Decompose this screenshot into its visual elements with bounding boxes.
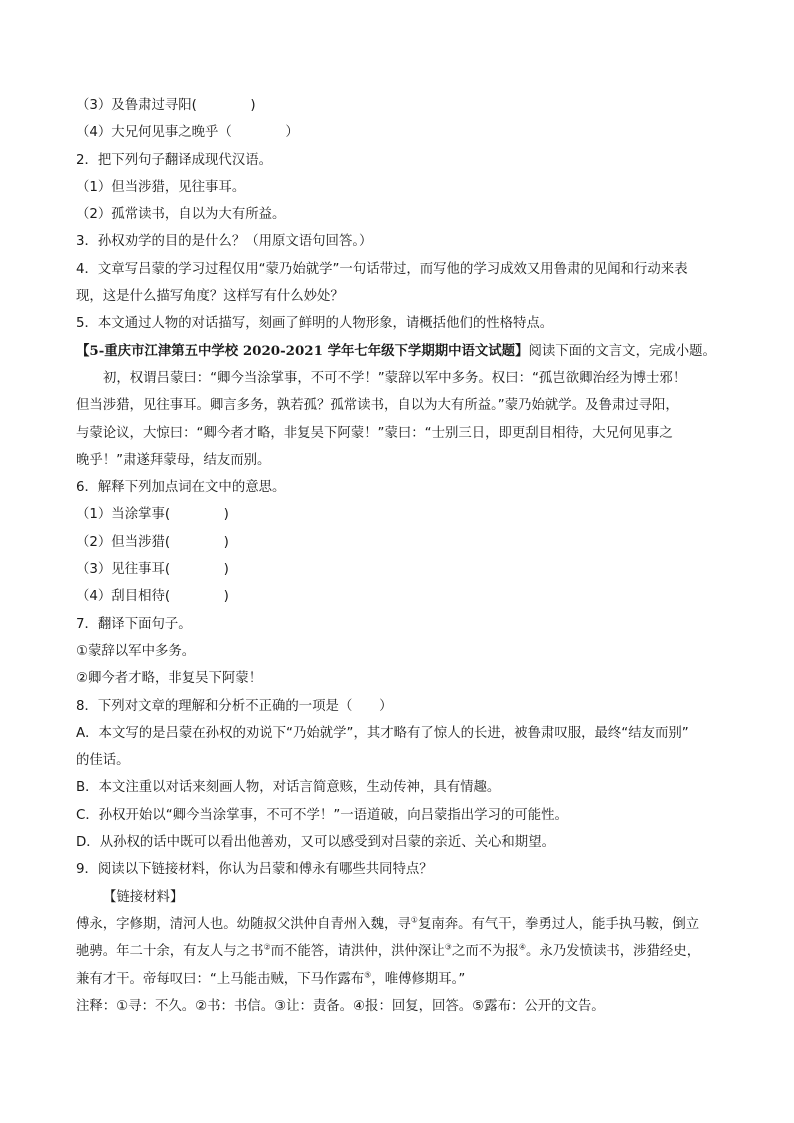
q2-sub-2: （2）孤常读书，自以为大有所益。	[76, 207, 286, 223]
q8-option-b: B．本文注重以对话来刻画人物，对话言简意赅，生动传神，具有情趣。	[76, 780, 501, 796]
passage-line: 晚乎！”肃遂拜蒙母，结友而别。	[76, 452, 271, 468]
link-passage-line: 兼有才干。帝每叹曰：“上马能击贼，下马作露布⑤，唯傅修期耳。”	[76, 970, 466, 987]
footnote-marker: ①	[410, 915, 418, 925]
footnotes: 注释：①寻：不久。②书：书信。③让：责备。④报：回复，回答。⑤露布：公开的文告。	[76, 998, 605, 1014]
passage-line: 初，权谓吕蒙曰：“卿今当涂掌事，不可不学！”蒙辞以军中多务。权曰：“孤岂欲卿治经为博士邪！	[103, 370, 687, 386]
link-passage-line: 傅永，字修期，清河人也。幼随叔父洪仲自青州入魏，寻①复南奔。有气干，拳勇过人，能手执马鞍，倒立	[76, 915, 700, 932]
footnote-marker: ②	[263, 942, 271, 952]
link-passage-line: 驰骋。年二十余，有友人与之书②而不能答，请洪仲，洪仲深让③之而不为报④。永乃发愤读书，涉猎经史，	[76, 942, 701, 960]
q6-sub-2: （2）但当涉猎( )	[76, 534, 229, 550]
document-content	[76, 92, 716, 1020]
question-2: 2．把下列句子翻译成现代汉语。	[76, 152, 272, 168]
source-heading-bold: 【5-重庆市江津第五中学校 2020-2021 学年七年级下学期期中语文试题】	[76, 342, 529, 359]
question-4: 4．文章写吕蒙的学习过程仅用“蒙乃始就学”一句话带过，而写他的学习成效又用鲁肃的见闻和行动来表	[76, 261, 688, 277]
q8-option-d: D．从孙权的话中既可以看出他善劝，又可以感受到对吕蒙的亲近、关心和期望。	[76, 835, 555, 851]
link-material-heading: 【链接材料】	[103, 889, 184, 905]
q8-option-a: A．本文写的是吕蒙在孙权的劝说下“乃始就学”，其才略有了惊人的长进，被鲁肃叹服，最终“结友而别”	[76, 725, 689, 741]
q6-sub-4: （4）刮目相待( )	[76, 589, 229, 605]
q7-sub-1: ①蒙辞以军中多务。	[76, 643, 196, 659]
footnote-marker: ④	[518, 942, 527, 952]
question-4-cont: 现，这是什么描写角度？这样写有什么妙处？	[76, 289, 344, 305]
question-7: 7．翻译下面句子。	[76, 616, 192, 632]
q6-sub-3: （3）见往事耳( )	[76, 562, 229, 578]
question-8: 8．下列对文章的理解和分析不正确的一项是（ ）	[76, 698, 393, 714]
question-9: 9．阅读以下链接材料，你认为吕蒙和傅永有哪些共同特点？	[76, 862, 433, 878]
q-sub-3: （3）及鲁肃过寻阳( )	[76, 98, 256, 113]
q2-sub-1: （1）但当涉猎，见往事耳。	[76, 179, 246, 195]
question-5: 5．本文通过人物的对话描写，刻画了鲜明的人物形象，请概括他们的性格特点。	[76, 316, 554, 332]
q8-option-a-cont: 的佳话。	[76, 753, 130, 769]
passage-line: 与蒙论议，大惊曰：“卿今者才略，非复吴下阿蒙！”蒙曰：“士别三日，即更刮目相待，大兄何见事之	[76, 425, 673, 441]
q8-option-c: C．孙权开始以“卿今当涂掌事，不可不学！”一语道破，向吕蒙指出学习的可能性。	[76, 807, 568, 823]
source-heading-instruction: 阅读下面的文言文，完成小题。	[528, 343, 716, 359]
source-heading	[76, 338, 716, 365]
footnote-marker: ③	[444, 942, 452, 952]
passage-line: 但当涉猎，见往事耳。卿言多务，孰若孤？孤常读书，自以为大有所益。”蒙乃始就学。及鲁肃过寻阳，	[76, 398, 679, 414]
question-6: 6．解释下列加点词在文中的意思。	[76, 480, 286, 496]
q6-sub-1: （1）当涂掌事( )	[76, 507, 229, 523]
footnote-marker: ⑤	[364, 970, 372, 980]
q7-sub-2: ②卿今者才略，非复吴下阿蒙！	[76, 671, 263, 687]
q-sub-4: （4）大兄何见事之晚乎（ ）	[76, 125, 299, 141]
question-3: 3．孙权劝学的目的是什么？（用原文语句回答。）	[76, 234, 373, 250]
